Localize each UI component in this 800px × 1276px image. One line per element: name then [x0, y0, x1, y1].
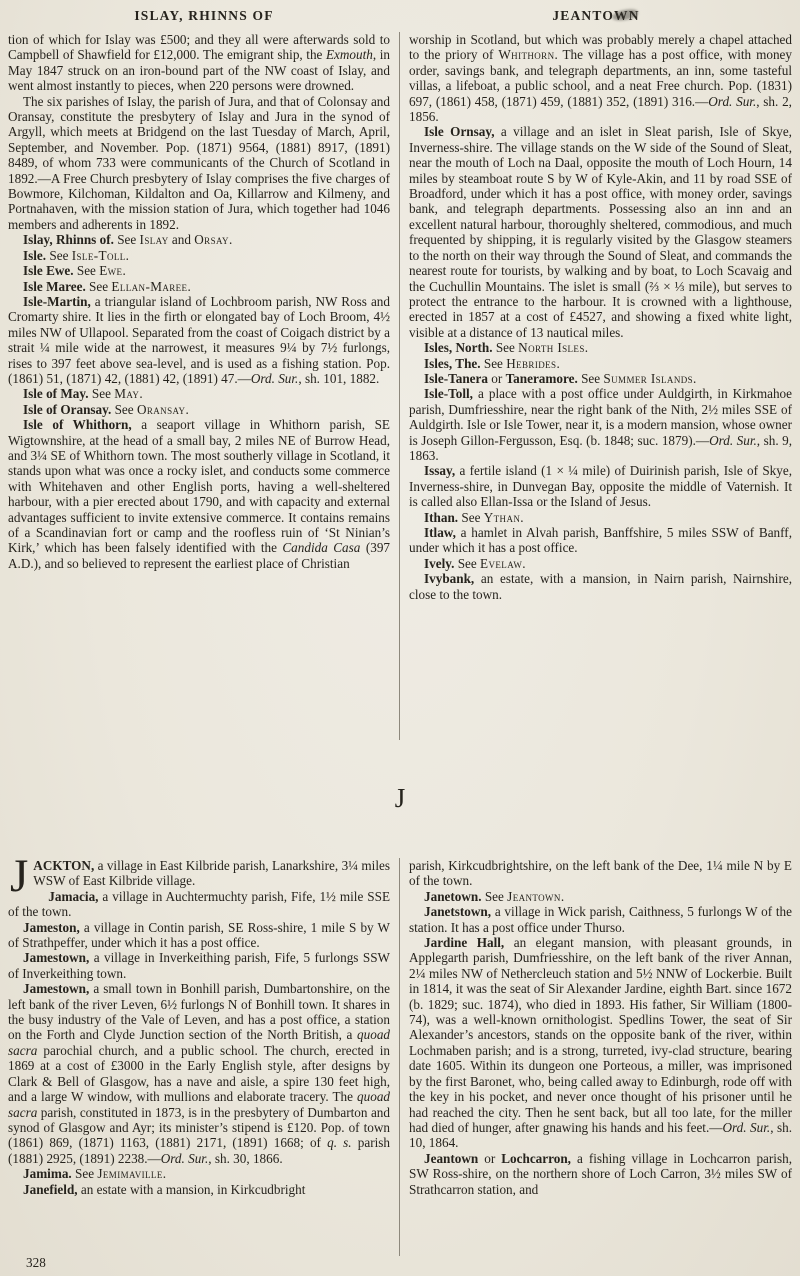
- gazetteer-entry: [409, 340, 792, 355]
- gazetteer-entry: [8, 386, 390, 401]
- cross-reference: Evelaw: [480, 555, 523, 571]
- entry-name: Isle Maree.: [23, 278, 86, 294]
- top-section: [8, 32, 792, 740]
- entry-text: a village in East Kilbride parish, Lanarkshire, 3¼ miles WSW of East Kilbride village.: [33, 858, 390, 889]
- italic-text: quoad sacra: [8, 1027, 390, 1058]
- entry-text: See: [85, 278, 112, 294]
- entry-text: , sh. 10, 1864.: [409, 1119, 792, 1151]
- entry-name: Isle-Toll,: [424, 386, 473, 402]
- entry-text: See: [46, 247, 72, 263]
- cross-reference: May: [114, 386, 140, 402]
- entry-name: Jamestown,: [23, 981, 90, 997]
- entry-text: a village in Contin parish, SE Ross-shire, 1 mile S by W of Strathpeffer, under which it has a post office.: [8, 919, 390, 951]
- cross-reference: Ewe: [99, 263, 123, 279]
- gazetteer-entry: [409, 556, 792, 571]
- entry-text: a seaport village in Whithorn parish, SE Wigtownshire, at the head of a small bay, 2 miles NE of Burrow Head, and 3¼ SE of Whithorn town. The most southerly village in Scotland, it stands upon what was once a rocky islet, and conducts some commerce with Whitehaven and other English ports, having a well-sheltered harbour, with a pier erected about 1790, and with capacity and external advantages sufficient to invite extensive commerce. It contains remains of a Scandinavian fort or camp and the roofless ruin of ‘St Ninian’s Kirk,’ which has been falsely identified with the: [8, 417, 390, 556]
- italic-text: Ord. Sur.: [708, 93, 757, 109]
- entry-text: , sh. 9, 1863.: [409, 432, 792, 463]
- gazetteer-entry: [8, 294, 390, 386]
- entry-name: Itlaw,: [424, 525, 456, 540]
- bottom-right-column: [400, 858, 792, 1256]
- gazetteer-entry: [8, 32, 390, 94]
- entry-name: Jardine Hall,: [424, 935, 505, 951]
- entry-text: .: [560, 888, 565, 904]
- entry-name: Lochcarron,: [501, 1150, 571, 1166]
- entry-name: Isle Ornsay,: [424, 124, 495, 140]
- entry-text: or: [478, 1150, 502, 1166]
- cross-reference: Jemimaville: [97, 1166, 163, 1182]
- bottom-left-column: [8, 858, 400, 1256]
- entry-name: Isle of Oransay.: [23, 401, 112, 417]
- gazetteer-entry: [409, 904, 792, 935]
- entry-name: Isle.: [23, 247, 47, 263]
- cross-reference: Ellan-Maree: [111, 278, 188, 294]
- entry-text: .: [187, 278, 191, 294]
- entry-text: a village in Inverkeithing parish, Fife, 5 furlongs SSW of Inverkeithing town.: [8, 950, 390, 981]
- entry-text: tion of which for Islay was £500; and they all were afterwards sold to Campbell of Shawfield for £12,000. The emigrant ship, the: [8, 32, 390, 63]
- cross-reference: Hebrides: [506, 355, 557, 371]
- italic-text: Exmouth: [325, 47, 373, 63]
- entry-text: a fertile island (1 × ¼ mile) of Duirinish parish, Isle of Skye, Inverness-shire, in Dunvegan Bay, opposite the middle of Vaternish. It is called also Ellan-Issa or the Island of Jesus.: [409, 463, 792, 510]
- gazetteer-entry: [8, 920, 390, 951]
- entry-text: an elegant mansion, with pleasant grounds, in Applegarth parish, Dumfriesshire, on the left bank of the river Annan, 2¼ miles NW of Nethercleuch station and 5½ NNW of Lockerbie. Built in 1814, it was the seat of Sir Alexander Jardine, eighth Bart. since 1672 (b. 1829; suc. 1874), who died in 1893. His father, Sir William (1800-74), was a well-known ornithologist. Spedlins Tower, the seat of Sir Alexander’s ancestors, stands on the opposite bank of the river, within Lochmaben parish; and is a strong, turreted, ivy-clad structure, bearing date 1605. Within its dungeon one Porteous, a miller, was imprisoned by the first Baronet, who, being called away to Edinburgh, rode off with the key in his pocket, and never once thought of his prisoner until he had reached the city. Then he sent back, but all too late, for the miller had died of hunger, after gnawing his hands and his feet.—: [409, 935, 792, 1135]
- entry-name: Janetstown,: [424, 904, 492, 920]
- italic-text: q. s.: [327, 1135, 352, 1151]
- gazetteer-entry: [8, 232, 390, 247]
- gazetteer-entry: [8, 889, 390, 920]
- entry-name: Issay,: [424, 463, 456, 479]
- entry-name: Janetown.: [424, 888, 482, 904]
- entry-name: Isle Ewe.: [23, 263, 74, 279]
- cross-reference: Whithorn: [498, 47, 555, 63]
- cross-reference: Oransay: [136, 401, 186, 417]
- italic-text: Ord. Sur.: [160, 1150, 209, 1166]
- entry-text: .: [125, 247, 129, 263]
- entry-text: See: [73, 263, 100, 279]
- entry-text: parochial church, and a public school. The church, erected in 1869 at a cost of £3000 in the Early English style, after designs by Clark & Bell of Glasgow, has a nave and aisle, a spire 130 feet high, and a large W window, with mullions and elaborate tracery. The: [8, 1042, 390, 1105]
- gazetteer-entry: [409, 356, 792, 371]
- entry-name: Jameston,: [23, 919, 80, 935]
- entry-name: Ivybank,: [424, 571, 475, 587]
- entry-text: See: [111, 401, 137, 417]
- italic-text: Candida Casa: [282, 540, 361, 556]
- entry-text: .: [162, 1166, 167, 1182]
- drop-cap-letter: J: [10, 858, 29, 902]
- gazetteer-entry: [8, 1182, 390, 1197]
- entry-name: Ively.: [424, 555, 455, 571]
- entry-name: Taneramore.: [505, 370, 578, 386]
- entry-text: or: [488, 370, 506, 386]
- entry-text: parish, Kirkcudbrightshire, on the left bank of the Dee, 1¼ mile N by E of the town.: [409, 858, 792, 889]
- entry-text: , sh. 30, 1866.: [208, 1150, 283, 1166]
- top-left-column: [8, 32, 400, 740]
- gazetteer-entry: [409, 889, 792, 904]
- top-right-column: [400, 32, 792, 740]
- gazetteer-entry: [409, 935, 792, 1151]
- entry-text: worship in Scotland, but which was probably merely a chapel attached to the priory of: [409, 32, 792, 63]
- gazetteer-entry: [8, 402, 390, 417]
- entry-text: an estate with a mansion, in Kirkcudbright: [77, 1181, 306, 1197]
- entry-text: See: [454, 555, 481, 571]
- entry-name: Isles, The.: [424, 355, 481, 371]
- entry-text: .: [185, 401, 189, 417]
- entry-text: .: [139, 386, 143, 402]
- entry-text: See: [481, 888, 508, 904]
- cross-reference: Isle-Toll: [71, 247, 126, 263]
- entry-text: The six parishes of Islay, the parish of Jura, and that of Colonsay and Oransay, constitute the presbytery of Islay and Jura in the synod of Argyll, which meets at Bridgend on the last Tuesday of March, April, September, and November. Pop. (1871) 9564, (1881) 8917, (1891) 8489, of whom 733 were communicants of the Church of Scotland in 1892.—A Free Church presbytery of Islay comprises the five charges of Bowmore, Kilchoman, Kildalton and Oa, Killarrow and Kilmeny, and Portnahaven, with the mission station of Jura, which together had 1046 members and adherents in 1892.: [8, 93, 390, 232]
- italic-text: quoad sacra: [8, 1089, 390, 1120]
- entry-text: See: [113, 232, 140, 248]
- gazetteer-entry: [8, 248, 390, 263]
- entry-text: parish, constituted in 1873, is in the presbytery of Dumbarton and synod of Glasgow and Ayr; its minister’s stipend is £120. Pop. of town (1861) 869, (1871) 1163, (1881) 2171, (1891) 1668; of: [8, 1104, 390, 1151]
- entry-name: Isle-Martin,: [23, 293, 91, 309]
- entry-text: .: [584, 340, 589, 356]
- entry-text: a place with a post office under Auldgirth, in Kirkmahoe parish, Dumfriesshire, near the right bank of the Nith, 2½ miles SSE of Auldgirth. Isle or Isle Tower, near it, is a modern mansion, whose owner is Joseph Gillon-Fergusson, Esq. (b. 1848; suc. 1879).—: [409, 386, 792, 448]
- entry-name: Jeantown: [424, 1150, 479, 1166]
- entry-text: , in May 1847 struck on an iron-bound part of the NW coast of Islay, and went almost instantly to pieces, when 220 persons were drowned.: [8, 47, 390, 94]
- cross-reference: Islay: [139, 232, 169, 248]
- entry-text: .: [556, 355, 560, 371]
- entry-text: a triangular island of Lochbroom parish, NW Ross and Cromarty shire. It lies in the firth or elongated bay of Loch Broom, 4½ miles NW of Ullapool. Separated from the coast of Coigach district by a strait ¼ mile wide at the narrowest, it measures 9¼ by 7½ furlongs, rises to 397 feet above sea-level, and is used as a fishing station. Pop. (1861) 51, (1871) 42, (1881) 42, (1891) 47.—: [8, 293, 390, 386]
- gazetteer-entry: [8, 263, 390, 278]
- cross-reference: Ythan: [483, 509, 521, 525]
- gazetteer-entry: [409, 371, 792, 386]
- entry-text: .: [520, 509, 524, 525]
- entry-text: .: [122, 263, 126, 279]
- entry-text: See: [492, 340, 519, 356]
- cross-reference: Summer Islands: [603, 370, 694, 386]
- entry-text: a village in Wick parish, Caithness, 5 furlongs W of the station. It has a post office under Thurso.: [409, 904, 792, 935]
- entry-name: Isle of May.: [23, 386, 89, 402]
- running-head-left: ISLAY, RHINNS OF: [134, 8, 274, 23]
- entry-name: Isle of Whithorn,: [23, 417, 132, 433]
- gazetteer-entry: [8, 1166, 390, 1181]
- entry-name: Jamima.: [23, 1166, 72, 1182]
- gazetteer-entry: [409, 463, 792, 509]
- entry-text: (397 A.D.), and so believed to represent the earliest place of Christian: [8, 540, 391, 571]
- entry-name: Isles, North.: [424, 340, 493, 356]
- gazetteer-entry: [409, 124, 792, 340]
- cross-reference: North Isles: [518, 340, 585, 356]
- entry-text: .: [522, 555, 526, 571]
- entry-text: a village and an islet in Sleat parish, Isle of Skye, Inverness-shire. The village stands on the W side of the Sound of Sleat, near the mouth of Loch na Daal, opposite the mouth of Loch Hourn, 14 miles by steamboat route S by W of Kyle-Akin, and 11 by road SSE of Broadford, under which it has a post office, with money order, savings bank, and telegraph departments. Possessing also an inn and an excellent natural harbour, thoroughly sheltered, commodious, and much frequented by shipping, it is regularly visited by the Glasgow steamers to the north on their way through the Sound of Sleat, and commands the nearest route for tourists, by walking and by boat, to Loch Scavaig and the Cuchullin Mountains. The islet is small (⅔ × ⅓ mile), but serves to protect the entrance to the harbour. It is crowned with a lighthouse, erected in 1857 at a cost of £4527, and showing a fixed white light, visible at a distance of 13 nautical miles.: [409, 124, 792, 340]
- entry-text: See: [71, 1166, 98, 1182]
- section-letter: J: [394, 783, 406, 814]
- entry-text: a village in Auchtermuchty parish, Fife, 1½ mile SSE of the town.: [8, 888, 390, 920]
- gazetteer-entry: [8, 981, 390, 1166]
- entry-text: See: [88, 386, 115, 402]
- entry-text: a small town in Bonhill parish, Dumbartonshire, on the left bank of the river Leven, 6½ furlongs N of Bonhill town. It shares in the busy industry of the Vale of Leven, and has a post office, a station on the Forth and Clyde Junction section of the North British, a: [8, 981, 390, 1043]
- gazetteer-entry: [8, 279, 390, 294]
- entry-name: Ithan.: [424, 509, 459, 525]
- entry-text: a hamlet in Alvah parish, Banffshire, 5 miles SSW of Banff, under which it has a post office.: [409, 525, 792, 556]
- entry-text: .: [693, 370, 697, 386]
- cross-reference: Jeantown: [507, 888, 561, 904]
- cross-reference: Orsay: [194, 232, 229, 248]
- gazetteer-entry: [8, 417, 390, 571]
- running-head: [8, 8, 792, 32]
- page-number: 328: [26, 1254, 46, 1270]
- entry-text: an estate, with a mansion, in Nairn parish, Nairnshire, close to the town.: [409, 571, 792, 602]
- gazetteer-entry: [409, 386, 792, 463]
- entry-name: Islay, Rhinns of.: [23, 232, 114, 248]
- entry-text: , sh. 2, 1856.: [409, 93, 792, 125]
- gazetteer-entry: [8, 94, 390, 233]
- italic-text: Ord. Sur.: [709, 432, 757, 448]
- entry-text: , sh. 101, 1882.: [298, 370, 380, 386]
- entry-text: See: [577, 370, 604, 386]
- entry-text: . The village has a post office, with money order, savings bank, and telegraph departments, an inn, some tasteful villas, a lifeboat, a public school, and a neat Free church. Pop. (1831) 697, (1861) 458, (1871) 459, (1881) 352, (1891) 316.—: [409, 47, 792, 109]
- section-letter-band: [8, 740, 792, 858]
- entry-text: See: [458, 509, 484, 525]
- italic-text: Ord. Sur.: [722, 1119, 771, 1135]
- gazetteer-entry: [409, 525, 792, 556]
- entry-text: .: [228, 232, 233, 248]
- bottom-section: [8, 858, 792, 1256]
- gazetteer-entry: [409, 510, 792, 525]
- entry-name: Jamacia,: [48, 888, 99, 904]
- gazetteer-entry: [409, 1151, 792, 1197]
- running-head-right: JEANTOWN: [552, 8, 640, 23]
- entry-name: Janefield,: [23, 1181, 78, 1197]
- entry-text: parish (1881) 2925, (1891) 2238.—: [8, 1135, 391, 1166]
- entry-name: Jamestown,: [23, 950, 90, 966]
- gazetteer-entry: [409, 858, 792, 889]
- entry-text: and: [168, 232, 195, 248]
- gazetteer-entry: [409, 32, 792, 124]
- entry-name: ACKTON,: [33, 858, 95, 873]
- gazetteer-entry: [8, 950, 390, 981]
- italic-text: Ord. Sur.: [250, 370, 299, 386]
- entry-name: Isle-Tanera: [424, 370, 488, 386]
- gazetteer-entry: [409, 571, 792, 602]
- entry-text: See: [480, 355, 507, 371]
- entry-text: a fishing village in Lochcarron parish, SW Ross-shire, on the northern shore of Loch Carron, 3½ miles SW of Strathcarron station, and: [409, 1150, 792, 1197]
